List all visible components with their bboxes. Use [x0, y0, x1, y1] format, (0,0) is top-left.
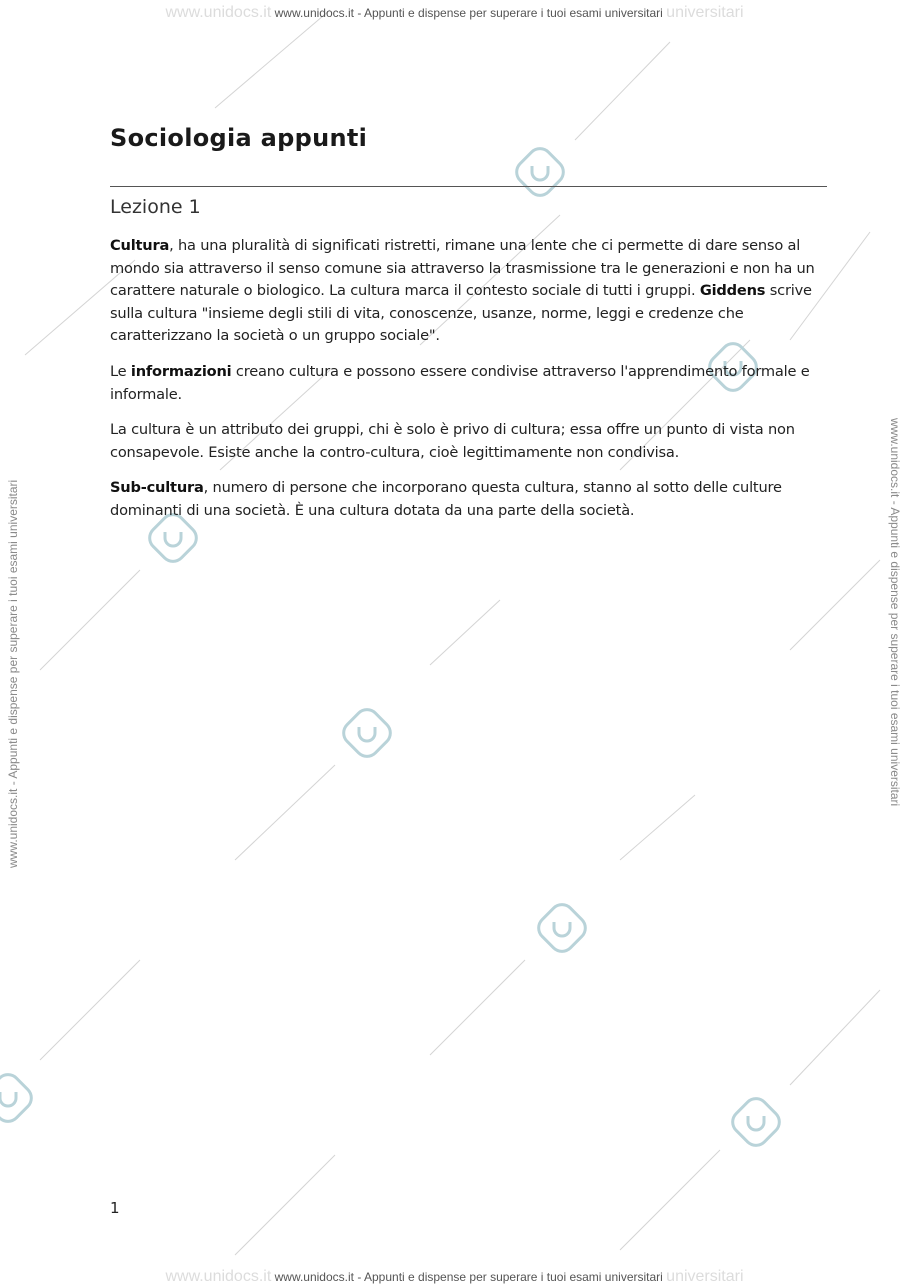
- paragraph-text: La cultura è un attributo dei gruppi, chi è solo è privo di cultura; essa offre un punto di vista non consapevole. Esiste anche la contro-cultura, cioè legittimamente non condivisa.: [110, 421, 795, 461]
- paragraph-text: creano cultura e possono essere condivise attraverso l'apprendimento formale e informale.: [110, 362, 810, 403]
- watermark-ghost-right: universitari: [666, 4, 744, 21]
- section-heading: Lezione 1: [110, 196, 201, 218]
- page-number: 1: [110, 1199, 120, 1217]
- title-divider: [110, 186, 827, 187]
- document-body: [110, 235, 832, 536]
- term-informazioni: informazioni: [130, 362, 232, 380]
- paragraph-prefix: Le: [110, 362, 131, 380]
- watermark-right-vertical: www.unidocs.it - Appunti e dispense per superare i tuoi esami universitari: [888, 418, 902, 807]
- unidocs-logo-icon: [512, 144, 569, 201]
- term-giddens: Giddens: [699, 282, 766, 300]
- paragraph-attributo: [110, 419, 832, 464]
- paragraph-text: scrive sulla cultura "insieme degli stili di vita, conoscenze, usanze, norme, leggi e credenze che caratterizzano la società o un gruppo sociale".: [110, 282, 812, 345]
- unidocs-logo-icon: [339, 705, 396, 762]
- unidocs-logo-icon: [0, 1070, 36, 1127]
- paragraph-text: , numero di persone che incorporano questa cultura, stanno al sotto delle culture dominanti di una società. È una cultura dotata da una parte della società.: [110, 479, 782, 519]
- watermark-footer: [0, 1268, 909, 1286]
- unidocs-logo-icon: [728, 1094, 785, 1151]
- watermark-left-vertical: www.unidocs.it - Appunti e dispense per superare i tuoi esami universitari: [6, 479, 20, 868]
- unidocs-logo-icon: [534, 900, 591, 957]
- paragraph-cultura: [110, 235, 832, 348]
- watermark-ghost-left: www.unidocs.it: [165, 4, 272, 21]
- watermark-header: [0, 4, 909, 22]
- watermark-ghost-left: www.unidocs.it: [165, 1268, 272, 1285]
- paragraph-sub-cultura: [110, 477, 832, 522]
- page-title: Sociologia appunti: [110, 124, 368, 152]
- watermark-ghost-right: universitari: [666, 1268, 744, 1285]
- term-cultura: Cultura: [110, 237, 170, 254]
- watermark-footer-text: www.unidocs.it - Appunti e dispense per superare i tuoi esami universitari: [274, 1270, 663, 1284]
- term-sub-cultura: Sub-cultura: [110, 479, 204, 497]
- paragraph-informazioni: [110, 361, 832, 406]
- watermark-header-text: www.unidocs.it - Appunti e dispense per superare i tuoi esami universitari: [274, 6, 663, 20]
- paragraph-text: , ha una pluralità di significati ristretti, rimane una lente che ci permette di dare senso al mondo sia attraverso il senso comune sia attraverso la trasmissione tra le generazioni e non ha un carattere naturale o biologico. La cultura marca il contesto sociale di tutti i gruppi.: [110, 237, 815, 300]
